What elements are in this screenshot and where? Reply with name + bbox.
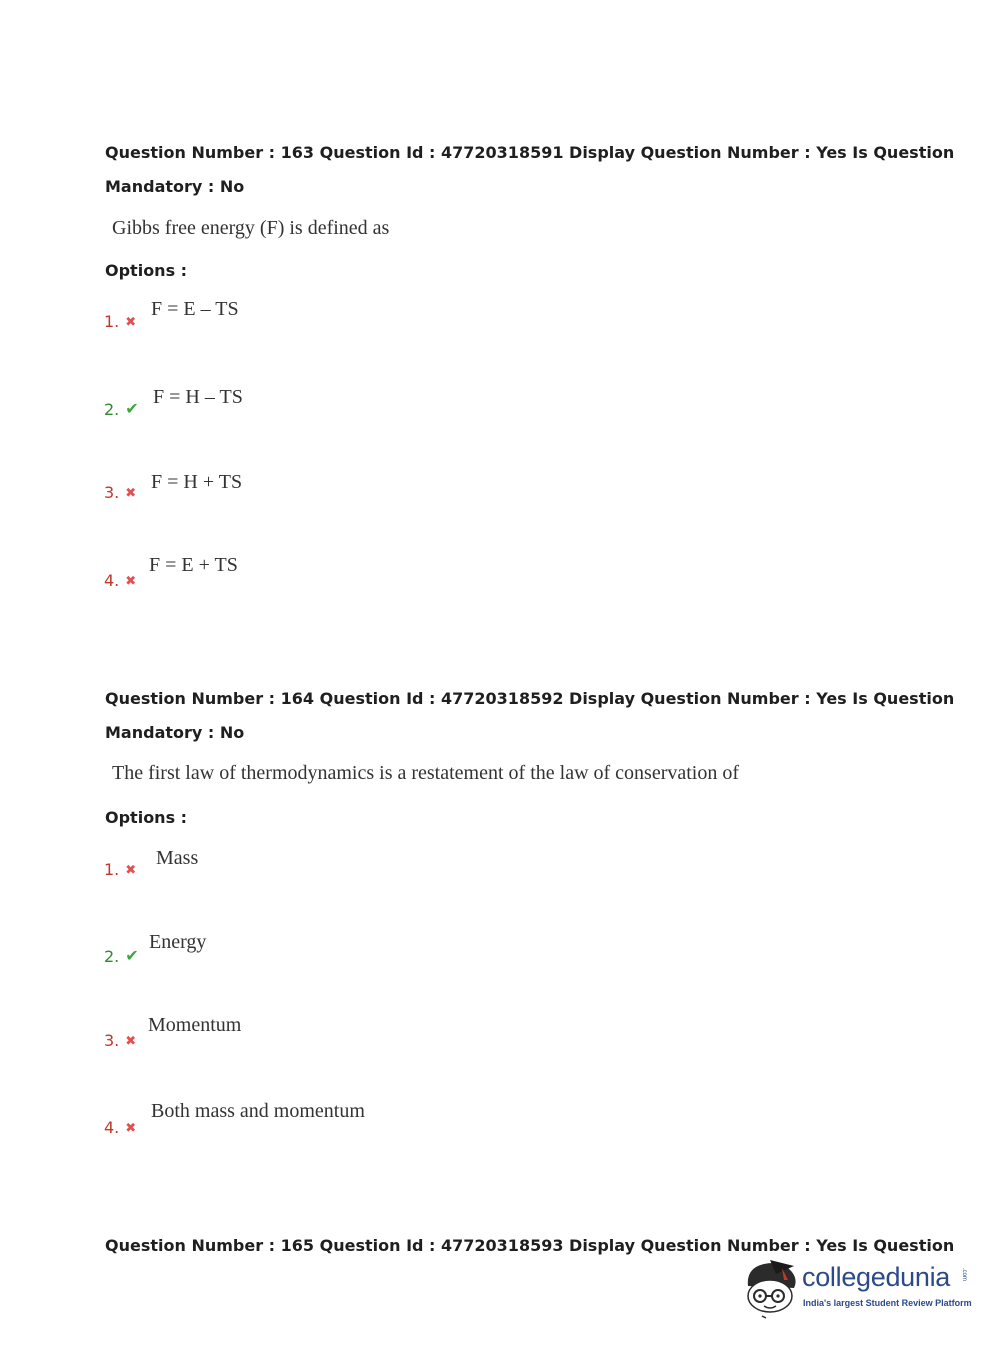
wrong-mark-icon: ✖ (125, 486, 137, 501)
question-text: The first law of thermodynamics is a restatement of the law of conservation of (112, 762, 740, 784)
option-text: Momentum (148, 1014, 242, 1036)
option-num-text: 3. (104, 1031, 120, 1050)
option-text: F = E + TS (149, 554, 238, 576)
option-number (104, 946, 139, 966)
option-num-text: 2. (104, 947, 120, 966)
correct-check-icon: ✔ (125, 399, 139, 418)
option-text: F = E – TS (151, 298, 239, 320)
options-label: Options : (105, 261, 188, 280)
option-number (104, 1031, 136, 1050)
option-number (104, 860, 136, 879)
question-header-line1: Question Number : 164 Question Id : 47720318592 Display Question Number : Yes Is Question (105, 689, 955, 708)
option-text: Energy (149, 931, 207, 953)
option-number (104, 1118, 136, 1137)
option-num-text: 4. (104, 1118, 120, 1137)
option-number (104, 571, 136, 590)
wrong-mark-icon: ✖ (125, 863, 137, 878)
wrong-mark-icon: ✖ (125, 1034, 137, 1049)
wrong-mark-icon: ✖ (125, 1121, 137, 1136)
option-num-text: 2. (104, 400, 120, 419)
question-header-line1: Question Number : 165 Question Id : 47720318593 Display Question Number : Yes Is Question (105, 1236, 955, 1255)
option-text: Mass (156, 847, 199, 869)
question-header (105, 682, 955, 750)
logo-tagline: India's largest Student Review Platform (803, 1298, 972, 1308)
option-text: F = H + TS (151, 471, 243, 493)
option-num-text: 1. (104, 312, 120, 331)
question-header (105, 136, 955, 204)
option-number (104, 483, 136, 502)
logo-suffix: .com (961, 1268, 967, 1282)
wrong-mark-icon: ✖ (125, 315, 137, 330)
question-text: Gibbs free energy (F) is defined as (112, 217, 390, 239)
option-num-text: 4. (104, 571, 120, 590)
wrong-mark-icon: ✖ (125, 574, 137, 589)
option-number (104, 399, 139, 419)
question-header-line2: Mandatory : No (105, 177, 245, 196)
option-num-text: 1. (104, 860, 120, 879)
option-text: Both mass and momentum (151, 1100, 365, 1122)
question-header-line1: Question Number : 163 Question Id : 47720318591 Display Question Number : Yes Is Question (105, 143, 955, 162)
mascot-icon (742, 1258, 802, 1320)
option-num-text: 3. (104, 483, 120, 502)
logo-name: collegedunia (802, 1262, 951, 1292)
correct-check-icon: ✔ (125, 946, 139, 965)
options-label: Options : (105, 808, 188, 827)
option-text: F = H – TS (153, 386, 243, 408)
question-header-line2: Mandatory : No (105, 723, 245, 742)
option-number (104, 312, 136, 331)
collegedunia-logo (742, 1256, 972, 1326)
